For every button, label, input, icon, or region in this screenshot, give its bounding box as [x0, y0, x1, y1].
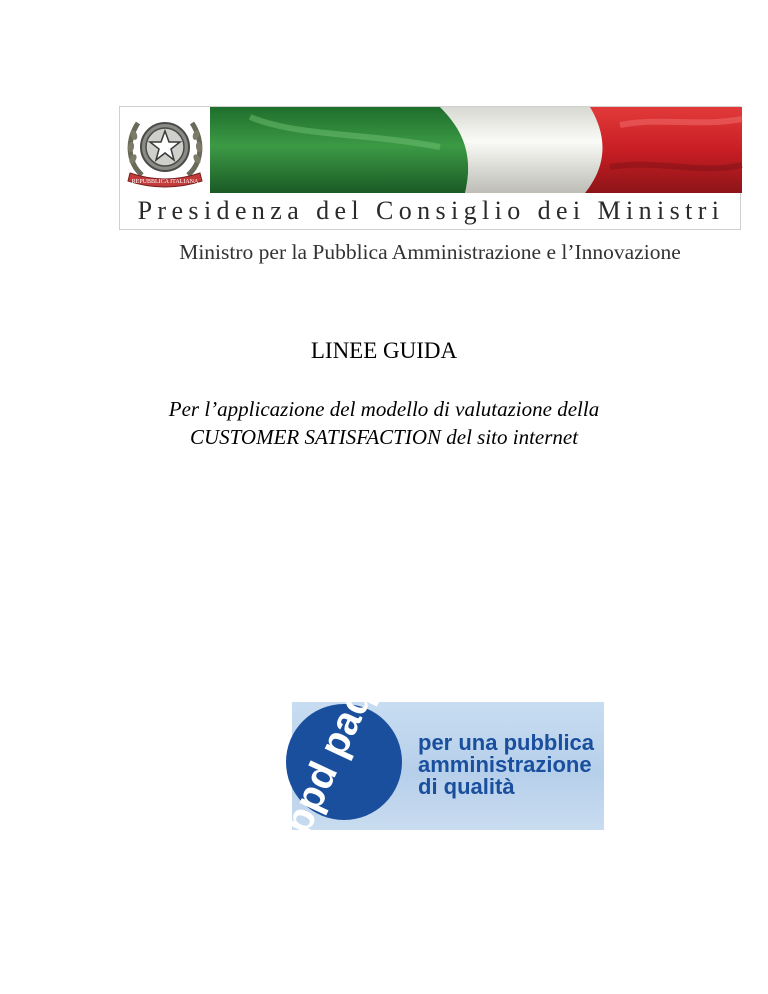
- logo-line-3: di qualità: [418, 774, 515, 799]
- logo-line-1: per una pubblica: [418, 730, 595, 755]
- emblem-box: [120, 107, 210, 193]
- document-subtitle-line-2: CUSTOMER SATISFACTION del sito internet: [189, 425, 579, 449]
- logo-wordmark: [418, 732, 594, 798]
- ministry-subtitle: Ministro per la Pubblica Amministrazione e l’Innovazione: [179, 240, 681, 264]
- document-title: LINEE GUIDA: [310, 338, 458, 363]
- institution-title: Presidenza del Consiglio dei Ministri: [137, 196, 725, 225]
- logo-line-2: amministrazione: [418, 752, 592, 777]
- italian-republic-emblem-icon: [120, 107, 210, 193]
- emblem-ribbon-text: REPUBBLICA ITALIANA: [131, 179, 199, 185]
- logo-circle-text: bpd paq: [275, 680, 382, 841]
- header-banner: [119, 106, 741, 230]
- document-subtitle: [0, 395, 768, 451]
- italian-flag-image: [210, 107, 742, 193]
- flag-area: [120, 107, 742, 193]
- bpd-paq-logo-icon: [275, 680, 422, 841]
- document-subtitle-line-1: Per l’applicazione del modello di valutazione della: [168, 397, 600, 421]
- qualita-pa-logo: [275, 680, 604, 841]
